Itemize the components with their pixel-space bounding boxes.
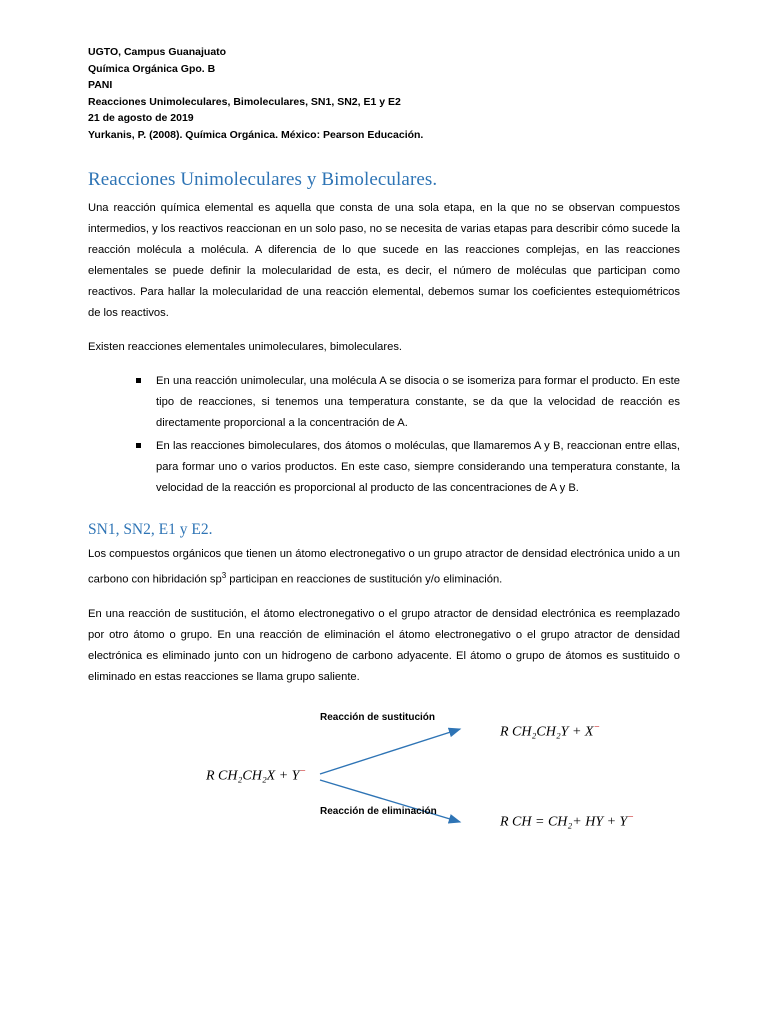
label-elimination: Reacción de eliminación	[320, 805, 437, 817]
bullet-square-icon	[136, 378, 141, 383]
header-line-3: PANI	[88, 79, 113, 91]
list-item-text: En una reacción unimolecular, una molécula A se disocia o se isomeriza para formar el producto. En este tipo de reacciones, si tenemos una temperatura constante, se da que la velocidad de reacción es directamente proporcional a la concentración de A.	[156, 375, 680, 429]
section-subtitle: SN1, SN2, E1 y E2.	[88, 521, 213, 538]
formula-product-elimination-text: R CH = CH₂+ HY + Y	[500, 814, 628, 830]
paragraph-3	[88, 544, 680, 591]
header-line-6: Yurkanis, P. (2008). Química Orgánica. México: Pearson Educación.	[88, 128, 424, 141]
bullet-list	[88, 371, 680, 499]
page-title: Reacciones Unimoleculares y Bimoleculares.	[88, 169, 438, 190]
formula-reactant-charge: −	[299, 765, 307, 777]
label-substitution: Reacción de sustitución	[320, 711, 436, 723]
formula-reactant	[206, 766, 306, 785]
list-item	[134, 436, 680, 499]
formula-product-elimination	[500, 812, 634, 831]
formula-product-substitution	[500, 722, 600, 741]
formula-reactant-text: R CH₂CH₂X + Y	[206, 768, 300, 784]
reaction-scheme-diagram	[88, 712, 680, 872]
paragraph-1: Una reacción química elemental es aquella que consta de una sola etapa, en la que no se observan compuestos intermedios, y los reactivos reaccionan en un solo paso, no se necesita de varias etapas para describir cómo sucede la reacción molécula a molécula. A diferencia de lo que sucede en las reacciones complejas, en las reacciones elementales se puede definir la molecularidad de esta, es decir, el número de moléculas que participan como reactivos. Para hallar la molecularidad de una reacción elemental, debemos sumar los coeficientes estequiométricos de los reactivos.	[88, 202, 680, 319]
paragraph-4: En una reacción de sustitución, el átomo electronegativo o el grupo atractor de densidad electrónica es reemplazado por otro átomo o grupo. En una reacción de eliminación el átomo electronegativo o el grupo atractor de densidad electrónica es eliminado junto con un hidrogeno de carbono adyacente. El átomo o grupo de átomos es sustituido o eliminado en estas reacciones se llama grupo saliente.	[88, 607, 680, 683]
paragraph-3-superscript: 3	[221, 571, 227, 580]
list-item	[134, 371, 680, 434]
list-item-text: En las reacciones bimoleculares, dos átomos o moléculas, que llamaremos A y B, reaccionan entre ellas, para formar uno o varios productos. En este caso, siempre considerando una temperatura constante, la velocidad de la reacción es proporcional al producto de las concentraciones de A y B.	[156, 440, 680, 494]
header-block	[88, 44, 680, 143]
header-line-4: Reacciones Unimoleculares, Bimoleculares, SN1, SN2, E1 y E2	[88, 95, 401, 108]
formula-product-substitution-charge: −	[593, 721, 601, 733]
header-line-1: UGTO, Campus Guanajuato	[88, 46, 227, 58]
arrow-substitution	[320, 729, 460, 774]
paragraph-3-post: participan en reacciones de sustitución y/o eliminación.	[226, 573, 503, 586]
header-line-5: 21 de agosto de 2019	[88, 112, 194, 124]
bullet-square-icon	[136, 443, 141, 448]
paragraph-2: Existen reacciones elementales unimoleculares, bimoleculares.	[88, 341, 403, 353]
formula-product-elimination-charge: −	[627, 811, 635, 823]
paragraph-3-pre: Los compuestos orgánicos que tienen un átomo electronegativo o un grupo atractor de densidad electrónica unido a un carbono con hibridación sp	[88, 548, 680, 586]
header-line-2: Química Orgánica Gpo. B	[88, 62, 216, 75]
formula-product-substitution-text: R CH₂CH₂Y + X	[500, 724, 594, 740]
document-content	[88, 44, 680, 872]
